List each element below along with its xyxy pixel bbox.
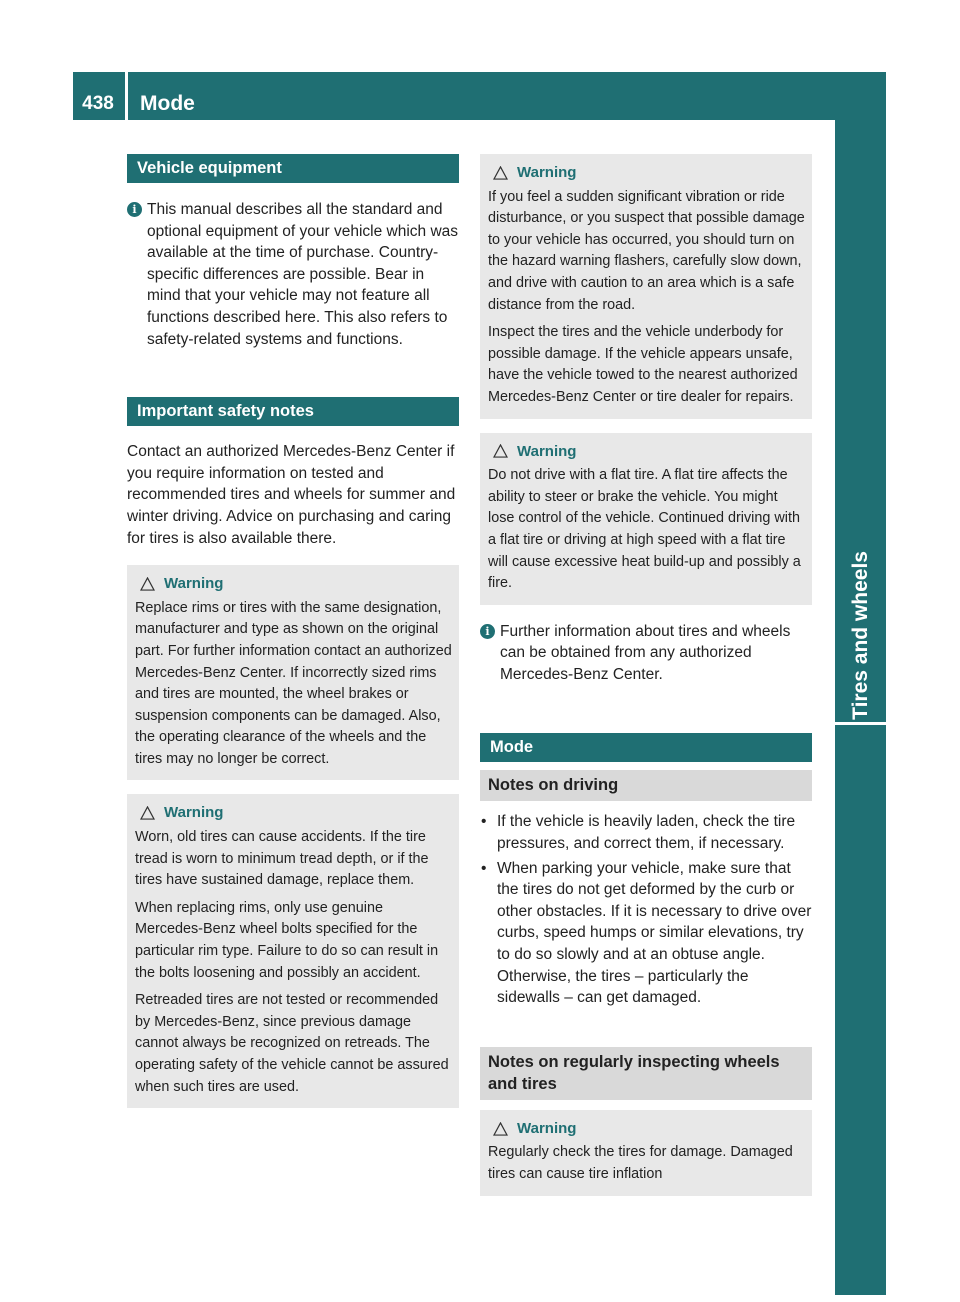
warning-triangle-icon	[493, 166, 508, 180]
safety-notes-text: Contact an authorized Mercedes-Benz Center if you require information on tested and recommended tires and wheels for summer and winter driving. Advice on purchasing and caring for tires is also available there.	[127, 443, 456, 547]
warning-text: Replace rims or tires with the same designation, manufacturer and type as shown on the original part. For further information contact an authorized Mercedes-Benz Center. If incorrectly sized rims and tires are mounted, the wheel brakes or suspension components can be damaged. Also, the operating clearance of the wheels and the tires may no longer be correct.	[135, 599, 452, 767]
warning-header	[488, 162, 805, 184]
page-number: 438	[82, 93, 114, 114]
info-icon: i	[127, 202, 142, 217]
list-item: • When parking your vehicle, make sure that the tires do not get deformed by the curb or other obstacles. If it is necessary to drive over curbs, speed humps or similar elevations, try to do so slowly and at an obtuse angle. Otherwise, the tires – particularly the sidewalls – can get damaged.	[480, 858, 812, 1009]
section-name: Tires and wheels	[849, 551, 872, 720]
info-text: Further information about tires and wheels can be obtained from any authorized Mercedes-Benz Center.	[500, 622, 791, 683]
warning-box-flat-tire	[480, 433, 812, 605]
warning-box-rims	[127, 565, 459, 780]
warning-header	[488, 1118, 805, 1140]
warning-box-vibration	[480, 154, 812, 419]
warning-title: Warning	[164, 575, 224, 593]
warning-header	[135, 573, 452, 595]
warning-text: When replacing rims, only use genuine Mercedes-Benz wheel bolts specified for the particular rim type. Failure to do so can result in the bolts loosening and possibly an accident.	[135, 899, 439, 981]
warning-triangle-icon	[140, 806, 155, 820]
warning-text: Retreaded tires are not tested or recommended by Mercedes-Benz, since previous damage cannot always be recognized on retreads. The operating safety of the vehicle cannot be assured when such tires are used.	[135, 992, 449, 1095]
warning-title: Warning	[517, 442, 577, 460]
left-column	[127, 154, 459, 1108]
warning-title: Warning	[517, 1119, 577, 1137]
page-title: Mode	[140, 92, 195, 115]
driving-notes-list	[480, 811, 812, 1008]
warning-title: Warning	[164, 804, 224, 822]
heading-vehicle-equipment: Vehicle equipment	[127, 154, 459, 183]
side-tab-divider	[835, 722, 886, 725]
right-column	[480, 154, 812, 1196]
warning-text: If you feel a sudden significant vibration or ride disturbance, or you suspect that possible damage to your vehicle has occurred, you should turn on the hazard warning flashers, carefully slow down, and drive with caution to an area which is a safe distance from the road.	[488, 188, 805, 313]
header-divider	[125, 72, 128, 120]
heading-mode: Mode	[480, 733, 812, 762]
warning-header	[135, 802, 452, 824]
warning-text: Inspect the tires and the vehicle underbody for possible damage. If the vehicle appears unsafe, have the vehicle towed to the nearest authorized Mercedes-Benz Center or tire dealer for repairs.	[488, 324, 798, 405]
warning-title: Warning	[517, 164, 577, 181]
info-note-further-information	[480, 621, 812, 686]
heading-inspecting-wheels-tires: Notes on regularly inspecting wheels and tires	[480, 1047, 812, 1100]
warning-triangle-icon	[140, 577, 155, 591]
heading-notes-on-driving: Notes on driving	[480, 770, 812, 801]
info-note-equipment	[127, 199, 459, 350]
warning-header	[488, 441, 805, 463]
warning-text: Do not drive with a flat tire. A flat tire affects the ability to steer or brake the vehicle. You might lose control of the vehicle. Continued driving with a flat tire or driving at high speed with a flat tire will cause excessive heat build-up and possibly a fire.	[488, 467, 801, 592]
heading-important-safety-notes: Important safety notes	[127, 397, 459, 426]
section-side-label	[837, 120, 884, 720]
info-text: This manual describes all the standard and optional equipment of your vehicle which was available at the time of purchase. Country-specific differences are possible. Bear in mind that your vehicle may not feature all functions described here. This also refers to safety-related systems and functions.	[147, 201, 459, 348]
header-bar	[73, 72, 886, 120]
warning-text: Worn, old tires can cause accidents. If the tire tread is worn to minimum tread depth, or if the tires have sustained damage, replace them.	[135, 829, 429, 889]
warning-box-inspect	[480, 1110, 812, 1196]
info-icon: i	[480, 624, 495, 639]
list-item: • If the vehicle is heavily laden, check the tire pressures, and correct them, if necessary.	[480, 811, 812, 854]
warning-triangle-icon	[493, 1122, 508, 1136]
warning-box-worn-tires	[127, 794, 459, 1108]
warning-text: Regularly check the tires for damage. Damaged tires can cause tire inflation	[488, 1144, 793, 1182]
warning-triangle-icon	[493, 444, 508, 458]
